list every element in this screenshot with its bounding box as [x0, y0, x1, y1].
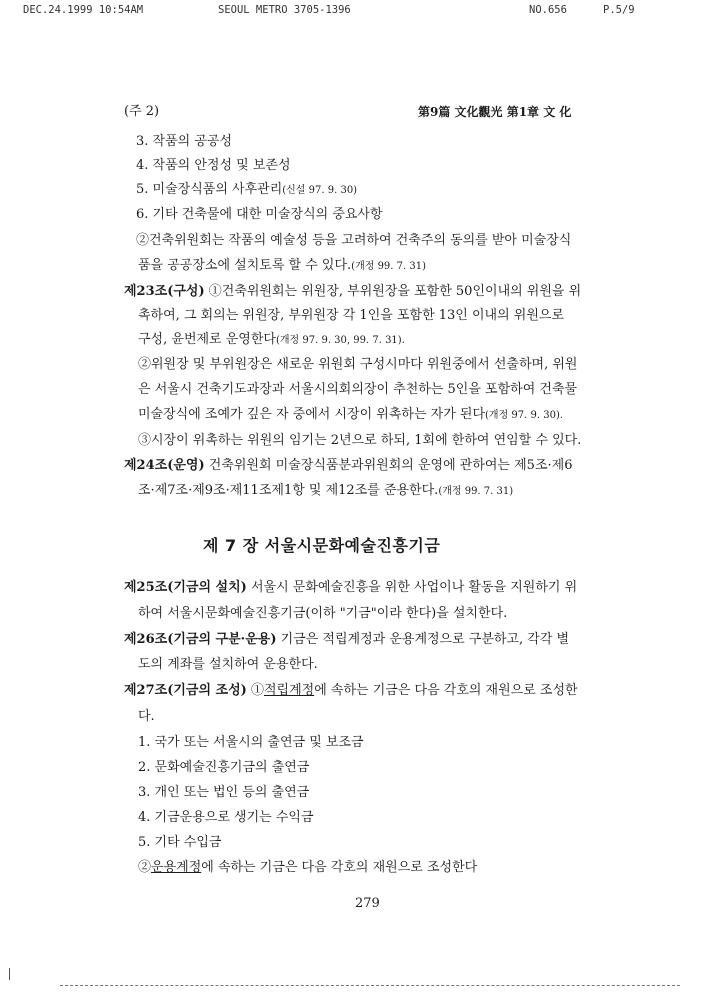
- paragraph-line: 도의 계좌를 설치하여 운용한다.: [138, 657, 318, 672]
- paragraph-text: 구성, 윤번제로 운영한다: [138, 332, 276, 347]
- article-title: 제24조(운영): [124, 458, 205, 473]
- article-title: 제27조(기금의 조성): [124, 683, 247, 698]
- paragraph-line: ③시장이 위촉하는 위원의 임기는 2년으로 하되, 1회에 한하여 연임할 수 있다.: [138, 433, 582, 448]
- paragraph-text: 품을 공공장소에 설치토록 할 수 있다.: [138, 258, 352, 273]
- list-item: 4. 기금운용으로 생기는 수익금: [138, 810, 314, 825]
- amendment-note: (신설 97. 9. 30): [282, 185, 358, 196]
- list-item-text: 5. 미술장식품의 사후관리: [136, 182, 283, 197]
- amendment-note: (개정 97. 9. 30, 99. 7. 31).: [275, 335, 405, 346]
- running-head: 第9篇 文化觀光 第1章 文 化: [418, 105, 572, 119]
- article-23: [124, 284, 581, 300]
- footnote-marker: (주 2): [124, 104, 160, 119]
- amendment-note: (개정 99. 7. 31): [351, 261, 426, 272]
- paragraph-line: [138, 407, 563, 424]
- scan-mark: [9, 968, 10, 980]
- paragraph-text: 조·제7조·제9조·제11조제1항 및 제12조를 준용한다.: [138, 483, 439, 498]
- paragraph-line: 촉하여, 그 회의는 위원장, 부위원장 각 1인을 포함한 13인 이내의 위원으로: [138, 308, 565, 323]
- article-24: [124, 458, 572, 474]
- article-title: 제26조(기금의 구분·운용): [124, 632, 277, 647]
- chapter-heading: 제 7 장 서울시문화예술진흥기금: [203, 536, 441, 555]
- list-item: 1. 국가 또는 서울시의 출연금 및 보조금: [138, 735, 364, 750]
- amendment-note: (개정 97. 9. 30).: [485, 410, 564, 421]
- list-item: 2. 문화예술진흥기금의 출연금: [138, 760, 310, 775]
- article-26: [124, 632, 569, 648]
- article-27: [124, 683, 578, 699]
- list-item: 5. 기타 수입금: [138, 835, 222, 850]
- paragraph-line: [138, 332, 405, 349]
- bottom-scan-line: [60, 985, 680, 986]
- paragraph-line: 하여 서울시문화예술진흥기금(이하 "기금"이라 한다)을 설치한다.: [138, 606, 508, 621]
- paragraph-line: ②위원장 및 부위원장은 새로운 위원회 구성시마다 위원중에서 선출하며, 위원: [138, 357, 578, 372]
- paragraph-text: 미술장식에 조예가 깊은 자 중에서 시장이 위촉하는 자가 된다: [138, 407, 486, 422]
- underlined-term: 운용계정: [151, 860, 202, 875]
- list-item: 4. 작품의 안정성 및 보존성: [136, 158, 291, 173]
- fax-sender: SEOUL METRO 3705-1396: [218, 4, 351, 16]
- page-number: 279: [355, 896, 380, 911]
- list-item: 6. 기타 건축물에 대한 미술장식의 중요사항: [136, 207, 383, 222]
- article-title: 제25조(기금의 설치): [124, 580, 247, 595]
- paragraph-line: 다.: [138, 709, 155, 724]
- list-item: [136, 182, 357, 199]
- article-text: 에 속하는 기금은 다음 각호의 재원으로 조성한: [314, 683, 578, 698]
- paragraph-line: 은 서울시 건축기도과장과 서울시의회의장이 추천하는 5인을 포함하여 건축물: [138, 382, 578, 397]
- amendment-note: (개정 99. 7. 31): [438, 486, 514, 497]
- list-item: 3. 작품의 공공성: [136, 134, 233, 149]
- article-text: ①건축위원회는 위원장, 부위원장을 포함한 50인이내의 위원을 위: [204, 284, 582, 299]
- paragraph-line: [138, 483, 513, 500]
- paragraph-text: ②: [138, 860, 152, 875]
- paragraph-line: [138, 258, 426, 275]
- paragraph-line: [138, 860, 477, 876]
- paragraph-text: 에 속하는 기금은 다음 각호의 재원으로 조성한다: [201, 860, 478, 875]
- list-item: 3. 개인 또는 법인 등의 출연금: [138, 785, 310, 800]
- article-text: 기금은 적립계정과 운용계정으로 구분하고, 각각 별: [276, 632, 570, 647]
- article-text: ①: [246, 683, 264, 698]
- fax-datetime: DEC.24.1999 10:54AM: [23, 4, 144, 16]
- underlined-term: 적립계정: [263, 683, 315, 698]
- fax-number: NO.656: [529, 4, 567, 16]
- article-text: 건축위원회 미술장식품분과위원회의 운영에 관하여는 제5조·제6: [204, 458, 573, 473]
- paragraph-line: ②건축위원회는 작품의 예술성 등을 고려하여 건축주의 동의를 받아 미술장식: [136, 233, 572, 248]
- article-25: [124, 580, 577, 596]
- fax-page: P.5/9: [603, 4, 635, 16]
- article-text: 서울시 문화예술진흥을 위한 사업이나 활동을 지원하기 위: [246, 580, 578, 595]
- article-title: 제23조(구성): [124, 284, 205, 299]
